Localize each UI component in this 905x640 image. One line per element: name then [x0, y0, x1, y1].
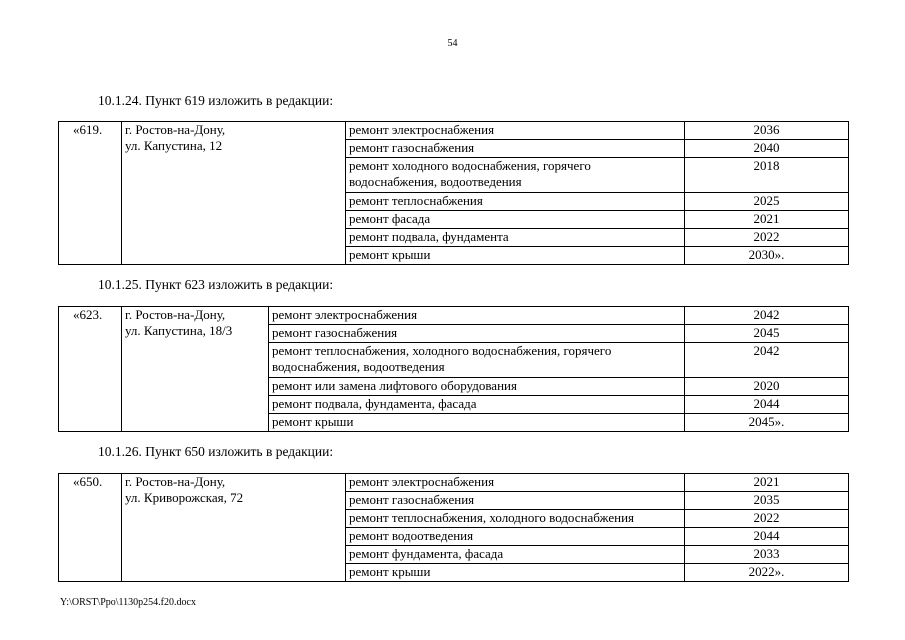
year-cell: 2022	[685, 229, 849, 247]
year-cell: 2021	[685, 211, 849, 229]
year-cell: 2042	[685, 343, 849, 378]
year-cell: 2036	[685, 122, 849, 140]
section-heading-619: 10.1.24. Пункт 619 изложить в редакции:	[98, 93, 334, 108]
work-cell: ремонт газоснабжения	[269, 325, 685, 343]
table-619	[58, 121, 849, 265]
work-cell: ремонт фасада	[346, 211, 685, 229]
table-650	[58, 473, 849, 582]
work-cell: ремонт подвала, фундамента	[346, 229, 685, 247]
footer-file-path: Y:\ORST\Ppo\1130p254.f20.docx	[60, 597, 196, 608]
work-cell: ремонт водоотведения	[346, 528, 685, 546]
work-cell: ремонт крыши	[346, 564, 685, 582]
work-cell: ремонт крыши	[269, 414, 685, 432]
work-cell: ремонт теплоснабжения, холодного водоснабжения	[346, 510, 685, 528]
work-cell: ремонт крыши	[346, 247, 685, 265]
address: г. Ростов-на-Дону, ул. Капустина, 18/3	[122, 307, 269, 432]
year-cell: 2042	[685, 307, 849, 325]
year-cell: 2033	[685, 546, 849, 564]
work-cell: ремонт электроснабжения	[269, 307, 685, 325]
year-cell: 2044	[685, 396, 849, 414]
year-cell: 2045	[685, 325, 849, 343]
item-number: «650.	[59, 474, 122, 582]
item-number: «623.	[59, 307, 122, 432]
year-cell: 2030».	[685, 247, 849, 265]
year-cell: 2022».	[685, 564, 849, 582]
year-cell: 2020	[685, 378, 849, 396]
table-623	[58, 306, 849, 432]
section-heading-650: 10.1.26. Пункт 650 изложить в редакции:	[98, 444, 334, 459]
table-row	[59, 122, 849, 140]
work-cell: ремонт холодного водоснабжения, горячего водоснабжения, водоотведения	[346, 158, 685, 193]
year-cell: 2044	[685, 528, 849, 546]
work-cell: ремонт теплоснабжения	[346, 193, 685, 211]
page-number: 54	[447, 38, 458, 49]
table-row	[59, 474, 849, 492]
year-cell: 2021	[685, 474, 849, 492]
work-cell: ремонт газоснабжения	[346, 140, 685, 158]
table-row	[59, 307, 849, 325]
address: г. Ростов-на-Дону, ул. Криворожская, 72	[122, 474, 346, 582]
address: г. Ростов-на-Дону, ул. Капустина, 12	[122, 122, 346, 265]
work-cell: ремонт электроснабжения	[346, 122, 685, 140]
section-heading-623: 10.1.25. Пункт 623 изложить в редакции:	[98, 277, 334, 292]
work-cell: ремонт подвала, фундамента, фасада	[269, 396, 685, 414]
year-cell: 2040	[685, 140, 849, 158]
work-cell: ремонт газоснабжения	[346, 492, 685, 510]
work-cell: ремонт фундамента, фасада	[346, 546, 685, 564]
work-cell: ремонт или замена лифтового оборудования	[269, 378, 685, 396]
year-cell: 2022	[685, 510, 849, 528]
year-cell: 2018	[685, 158, 849, 193]
year-cell: 2035	[685, 492, 849, 510]
year-cell: 2025	[685, 193, 849, 211]
year-cell: 2045».	[685, 414, 849, 432]
item-number: «619.	[59, 122, 122, 265]
work-cell: ремонт теплоснабжения, холодного водоснабжения, горячего водоснабжения, водоотведения	[269, 343, 685, 378]
work-cell: ремонт электроснабжения	[346, 474, 685, 492]
